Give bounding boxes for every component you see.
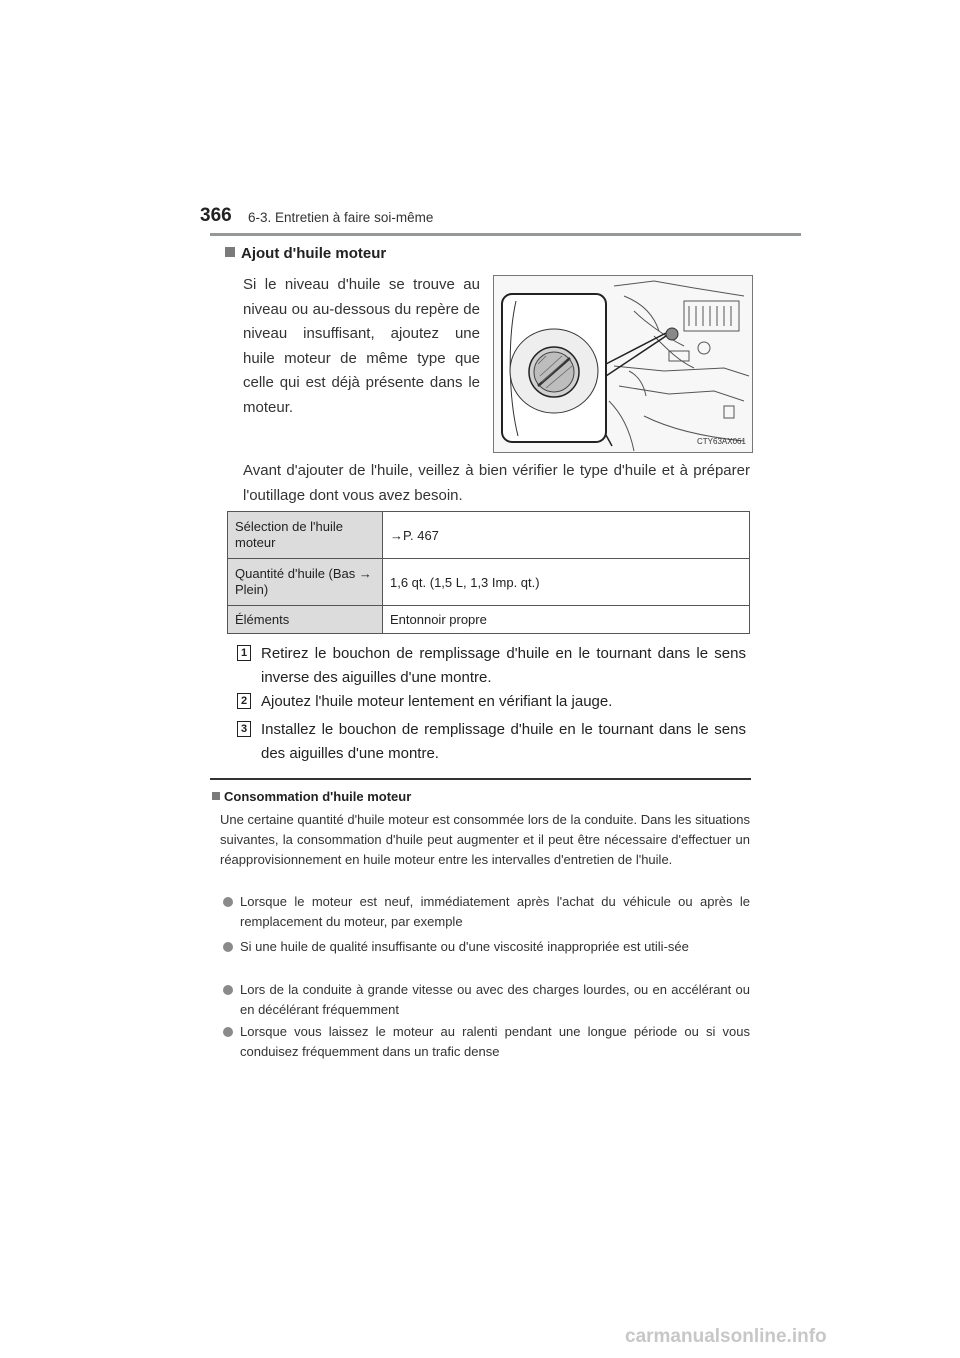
table-label: Quantité d'huile (Bas → Plein) xyxy=(228,559,383,606)
table-value: →P. 467 xyxy=(383,512,750,559)
notes-heading-text: Consommation d'huile moteur xyxy=(224,789,412,804)
notes-paragraph: Une certaine quantité d'huile moteur est consommée lors de la conduite. Dans les situations suivantes, la consommation d'huile peut augmenter et il peut être nécessaire d'effectuer un réapprovisionnement en huile moteur entre les intervalles d'entretien de l'huile. xyxy=(220,812,750,867)
step-text: Retirez le bouchon de remplissage d'huile en le tournant dans le sens inverse des aiguilles d'une montre. xyxy=(261,645,746,686)
step-number-badge: 1 xyxy=(237,645,251,661)
table-row xyxy=(228,606,750,634)
list-item xyxy=(220,1022,750,1062)
table-row xyxy=(228,512,750,559)
step-number-badge: 3 xyxy=(237,721,251,737)
oil-info-table xyxy=(227,511,750,634)
intro-paragraph: Si le niveau d'huile se trouve au niveau ou au-dessous du repère de niveau insuffisant, ajoutez une huile moteur de même type que celle qui est déjà présente dans le moteur. xyxy=(243,276,480,416)
notes-divider xyxy=(210,778,751,780)
bullet-dot-icon xyxy=(223,985,233,995)
bullet-dot-icon xyxy=(223,942,233,952)
list-item-text: Lorsque le moteur est neuf, immédiatement après l'achat du véhicule ou après le remplacement du moteur, par exemple xyxy=(240,894,750,929)
bullet-dot-icon xyxy=(223,897,233,907)
list-item-text: Lors de la conduite à grande vitesse ou avec des charges lourdes, ou en accélérant ou en décélérant fréquemment xyxy=(240,982,750,1017)
step-text: Ajoutez l'huile moteur lentement en vérifiant la jauge. xyxy=(261,693,613,710)
square-bullet-icon xyxy=(212,792,220,800)
figure-code: CTY63AX061 xyxy=(697,437,746,446)
notes-heading xyxy=(212,789,411,804)
page-number: 366 xyxy=(200,205,232,226)
list-item-text: Lorsque vous laissez le moteur au ralenti pendant une longue période ou si vous conduisez fréquemment dans un trafic dense xyxy=(240,1024,750,1059)
table-value: Entonnoir propre xyxy=(383,606,750,634)
oil-filler-cap-illustration xyxy=(493,275,753,453)
chapter-title: 6-3. Entretien à faire soi-même xyxy=(248,210,434,225)
list-item xyxy=(220,892,750,932)
list-item-text: Si une huile de qualité insuffisante ou d'une viscosité inappropriée est utili-sée xyxy=(240,939,689,954)
list-item xyxy=(220,937,750,957)
section-heading-text: Ajout d'huile moteur xyxy=(241,245,387,262)
table-label: Sélection de l'huile moteur xyxy=(228,512,383,559)
engine-bay-drawing xyxy=(494,276,752,452)
step-number-badge: 2 xyxy=(237,693,251,709)
step-text: Installez le bouchon de remplissage d'huile en le tournant dans le sens des aiguilles d'une montre. xyxy=(261,721,746,762)
square-bullet-icon xyxy=(225,247,235,257)
table-label: Éléments xyxy=(228,606,383,634)
watermark: carmanualsonline.info xyxy=(625,1326,827,1347)
section-heading xyxy=(225,245,386,262)
bullet-dot-icon xyxy=(223,1027,233,1037)
table-row xyxy=(228,559,750,606)
list-item xyxy=(220,980,750,1020)
table-value: 1,6 qt. (1,5 L, 1,3 Imp. qt.) xyxy=(383,559,750,606)
header-rule xyxy=(210,233,801,236)
before-paragraph: Avant d'ajouter de l'huile, veillez à bien vérifier le type d'huile et à préparer l'outillage dont vous avez besoin. xyxy=(243,462,750,504)
